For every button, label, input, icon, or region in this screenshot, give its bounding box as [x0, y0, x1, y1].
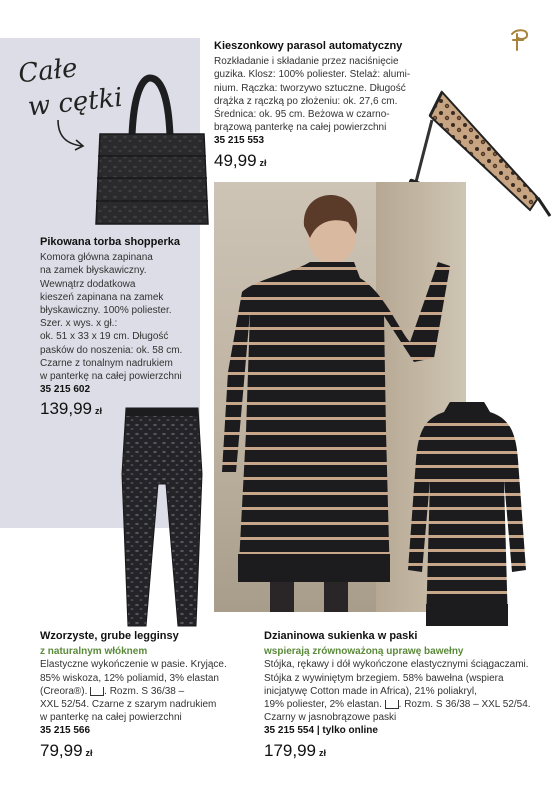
- umbrella-info: [214, 40, 414, 170]
- bag-desc-9: Czarne z tonalnym nadrukiem: [40, 357, 173, 369]
- leggings-subtitle: z naturalnym włóknem: [40, 646, 148, 658]
- bag-desc-1: Komora główna zapinana: [40, 252, 153, 264]
- bag-desc-2: na zamek błyskawiczny.: [40, 265, 147, 277]
- umbrella-name: Kieszonkowy parasol automatyczny: [214, 40, 403, 52]
- headline-line2: w cętki: [26, 82, 125, 123]
- dress-code: 35 215 554 | tylko online: [264, 725, 378, 737]
- dress-desc-3: inicjatywę Cotton made in Africa), 21% poliakryl,: [264, 685, 477, 697]
- headline-line1: Całe: [16, 53, 79, 90]
- leggings-desc-1: Elastyczne wykończenie w pasie. Kryjące.: [40, 659, 227, 671]
- wash-icon: [90, 687, 104, 696]
- leggings-name: Wzorzyste, grube legginsy: [40, 630, 179, 642]
- dress-desc-4: 19% poliester, 2% elastan. . Rozm. S 36/38 – XXL 52/54.: [264, 699, 531, 711]
- brand-logo-icon: [508, 28, 530, 52]
- umbrella-desc-1: Rozkładanie i składanie przez naciśnięcie: [214, 56, 399, 68]
- curved-arrow-icon: [52, 116, 92, 156]
- leggings-price: 79,99 zł: [40, 740, 93, 760]
- bag-desc-3: Wewnątrz dodatkowa: [40, 278, 136, 290]
- bag-name: Pikowana torba shopperka: [40, 236, 180, 248]
- bag-desc-4: kieszeń zapinana na zamek: [40, 291, 164, 303]
- bag-desc-7: ok. 51 x 33 x 19 cm. Długość: [40, 331, 169, 343]
- quilted-bag-image: [92, 74, 212, 234]
- umbrella-desc-3: nium. Rączka: tworzywo sztuczne. Długość: [214, 82, 406, 94]
- leggings-desc-4: XXL 52/54. Czarne z szarym nadrukiem: [40, 699, 217, 711]
- bag-price: 139,99 zł: [40, 399, 103, 419]
- umbrella-desc-6: brązową panterkę na całej powierzchni: [214, 122, 387, 134]
- umbrella-price: 49,99 zł: [214, 150, 267, 170]
- wash-icon: [385, 700, 399, 709]
- dress-info: [264, 630, 548, 760]
- leggings-desc-5: w panterkę na całej powierzchni: [40, 712, 182, 724]
- umbrella-desc-2: guzika. Klosz: 100% poliester. Stelaż: alumi-: [214, 69, 411, 81]
- leggings-info: [40, 630, 250, 760]
- striped-dress-image: [404, 400, 530, 630]
- bag-desc-5: błyskawiczny. 100% poliester.: [40, 305, 172, 317]
- dress-subtitle: wspierają zrównoważoną uprawę bawełny: [264, 646, 464, 658]
- bag-desc-8: pasków do noszenia: ok. 58 cm.: [40, 344, 183, 356]
- umbrella-code: 35 215 553: [214, 135, 265, 147]
- dress-desc-2: Stójka z wywiniętym brzegiem. 58% bawełna (wspiera: [264, 672, 504, 684]
- dress-desc-5: Czarny w jasnobrązowe paski: [264, 712, 397, 724]
- leggings-image: [116, 404, 208, 630]
- umbrella-desc-4: drążka z rączką po złożeniu: ok. 27,6 cm.: [214, 95, 398, 107]
- leggings-desc-2: 85% wiskoza, 12% poliamid, 3% elastan: [40, 672, 219, 684]
- bag-desc-10: w panterkę na całej powierzchni: [40, 371, 182, 383]
- bag-desc-6: Szer. x wys. x gł.:: [40, 318, 118, 330]
- umbrella-desc-5: Średnica: ok. 95 cm. Beżowa w czarno-: [214, 109, 390, 121]
- dress-name: Dzianinowa sukienka w paski: [264, 630, 418, 642]
- bag-info: [40, 236, 200, 419]
- bag-code: 35 215 602: [40, 384, 91, 396]
- leggings-code: 35 215 566: [40, 725, 91, 737]
- leggings-desc-3: (Creora®). . Rozm. S 36/38 –: [40, 685, 185, 697]
- dress-price: 179,99 zł: [264, 740, 327, 760]
- dress-desc-1: Stójka, rękawy i dół wykończone elastycznymi ściągaczami.: [264, 659, 529, 671]
